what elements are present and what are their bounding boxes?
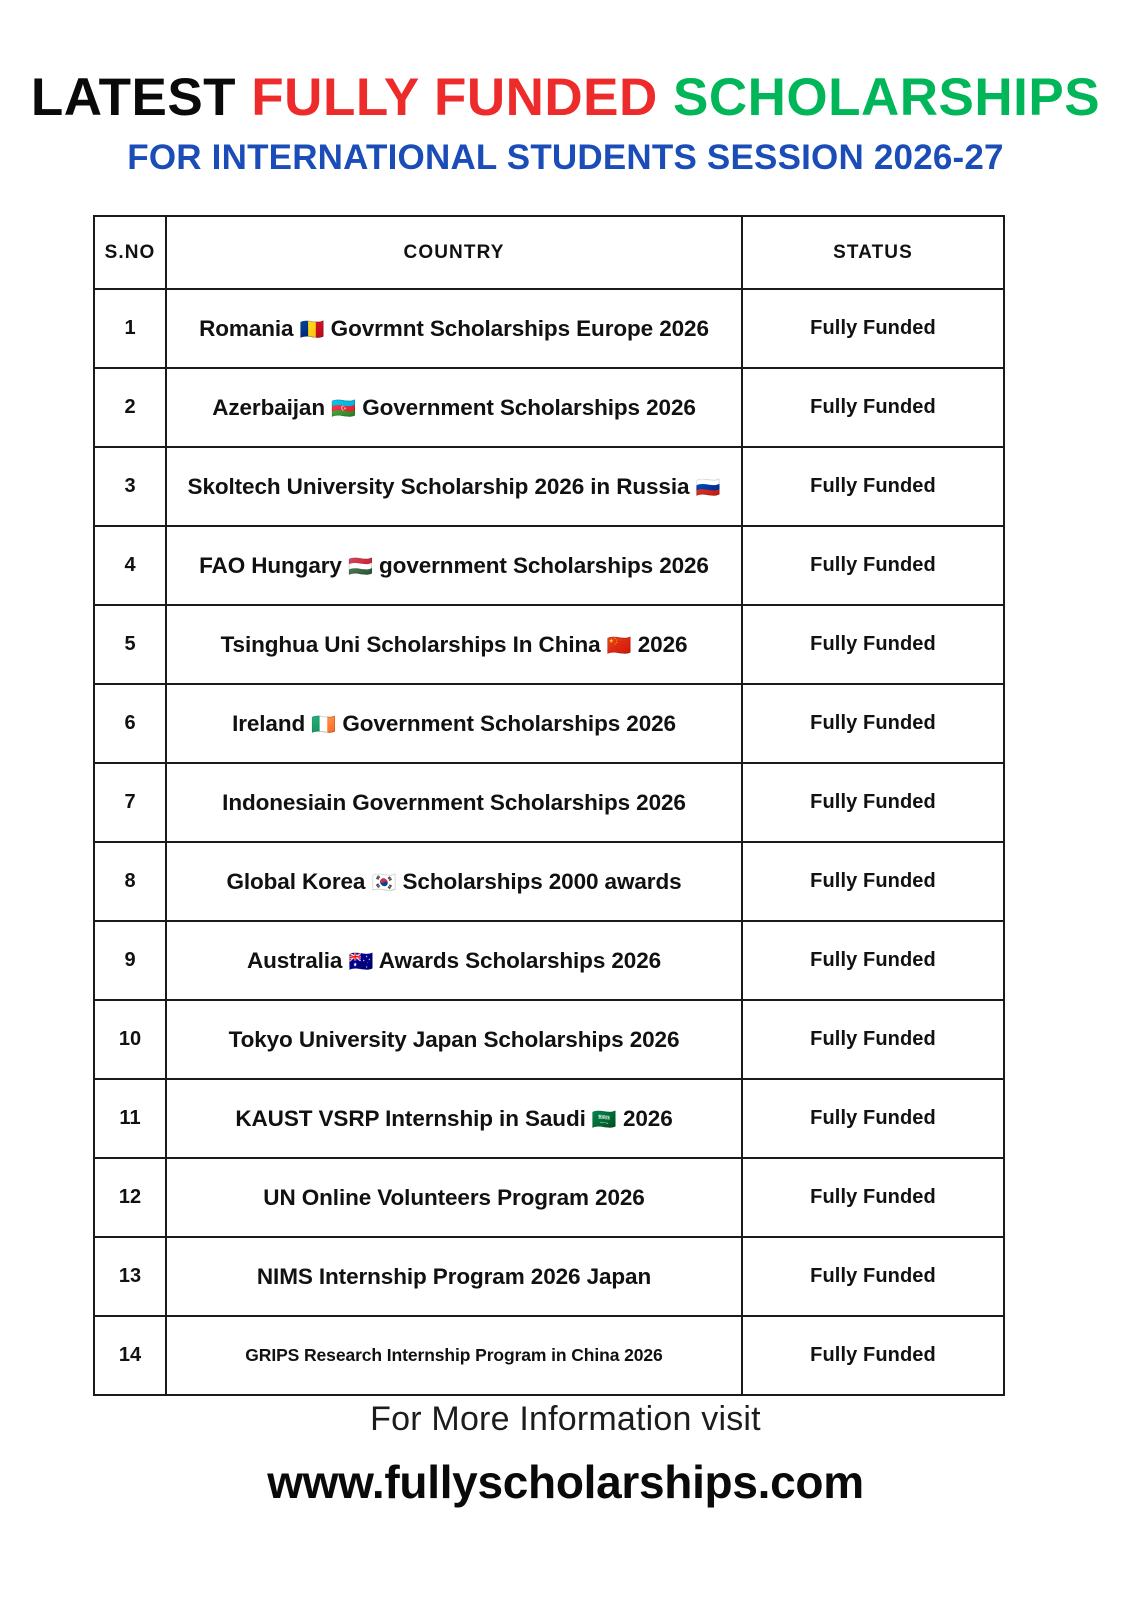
- status-badge: Fully Funded: [742, 447, 1004, 526]
- cell-country: [166, 1000, 742, 1079]
- status-badge: Fully Funded: [742, 526, 1004, 605]
- cell-country: [166, 1237, 742, 1316]
- status-badge: Fully Funded: [742, 1000, 1004, 1079]
- country-text-after-flag: government Scholarships 2026: [372, 552, 709, 578]
- country-text-after-flag: Government Scholarships 2026: [336, 710, 676, 736]
- cell-serial-number: 13: [94, 1237, 166, 1316]
- status-badge: Fully Funded: [742, 1158, 1004, 1237]
- cell-country: [166, 1316, 742, 1395]
- title-segment-fully-funded: FULLY FUNDED: [251, 68, 673, 127]
- status-badge: Fully Funded: [742, 763, 1004, 842]
- table-row: [94, 1237, 1004, 1316]
- cell-serial-number: 14: [94, 1316, 166, 1395]
- country-flag-icon: 🇷🇺: [695, 474, 721, 499]
- status-badge: Fully Funded: [742, 842, 1004, 921]
- cell-serial-number: 4: [94, 526, 166, 605]
- cell-serial-number: 9: [94, 921, 166, 1000]
- title-segment-scholarships: SCHOLARSHIPS: [673, 68, 1101, 127]
- footer-website[interactable]: www.fullyscholarships.com: [267, 1456, 864, 1508]
- scholarships-table: [93, 215, 1005, 1396]
- country-flag-icon: 🇷🇴: [299, 316, 325, 341]
- country-text-before-flag: Azerbaijan: [212, 394, 332, 420]
- country-text-before-flag: Skoltech University Scholarship 2026 in Russia: [187, 473, 696, 499]
- country-text-before-flag: UN Online Volunteers Program 2026: [263, 1184, 645, 1210]
- scholarships-table-wrapper: [93, 215, 1003, 1396]
- country-text-before-flag: Ireland: [232, 710, 312, 736]
- country-text-before-flag: Indonesiain Government Scholarships 2026: [222, 789, 686, 815]
- country-text-before-flag: GRIPS Research Internship Program in China 2026: [245, 1345, 663, 1365]
- cell-serial-number: 2: [94, 368, 166, 447]
- cell-country: [166, 684, 742, 763]
- table-row: [94, 289, 1004, 368]
- country-text-after-flag: Awards Scholarships 2026: [373, 947, 662, 973]
- status-badge: Fully Funded: [742, 684, 1004, 763]
- cell-country: [166, 605, 742, 684]
- table-row: [94, 526, 1004, 605]
- cell-country: [166, 289, 742, 368]
- status-badge: Fully Funded: [742, 1237, 1004, 1316]
- country-text-before-flag: KAUST VSRP Internship in Saudi: [235, 1105, 592, 1131]
- country-text-after-flag: Govrmnt Scholarships Europe 2026: [324, 315, 709, 341]
- table-header: [94, 216, 1004, 289]
- table-row: [94, 921, 1004, 1000]
- page-subtitle: FOR INTERNATIONAL STUDENTS SESSION 2026-27: [127, 137, 1004, 177]
- country-text-after-flag: 2026: [631, 631, 688, 657]
- country-text-after-flag: Scholarships 2000 awards: [396, 868, 682, 894]
- footer-prompt: For More Information visit: [370, 1400, 761, 1438]
- country-text-before-flag: Global Korea: [226, 868, 372, 894]
- table-row: [94, 605, 1004, 684]
- table-row: [94, 1079, 1004, 1158]
- cell-country: [166, 368, 742, 447]
- cell-serial-number: 8: [94, 842, 166, 921]
- country-text-before-flag: Tokyo University Japan Scholarships 2026: [228, 1026, 680, 1052]
- table-body: [94, 289, 1004, 1395]
- status-badge: Fully Funded: [742, 921, 1004, 1000]
- cell-country: [166, 526, 742, 605]
- table-row: [94, 1158, 1004, 1237]
- cell-serial-number: 6: [94, 684, 166, 763]
- column-header-country: COUNTRY: [166, 216, 742, 289]
- country-text-after-flag: 2026: [616, 1105, 673, 1131]
- table-row: [94, 447, 1004, 526]
- cell-country: [166, 1158, 742, 1237]
- country-text-after-flag: Government Scholarships 2026: [356, 394, 696, 420]
- country-text-before-flag: NIMS Internship Program 2026 Japan: [256, 1263, 652, 1289]
- cell-serial-number: 11: [94, 1079, 166, 1158]
- cell-country: [166, 842, 742, 921]
- table-row: [94, 1316, 1004, 1395]
- title-segment-latest: LATEST: [30, 68, 252, 127]
- cell-country: [166, 921, 742, 1000]
- cell-serial-number: 3: [94, 447, 166, 526]
- title-block: [0, 70, 1131, 178]
- country-flag-icon: 🇰🇷: [371, 869, 397, 894]
- table-row: [94, 842, 1004, 921]
- status-badge: Fully Funded: [742, 289, 1004, 368]
- table-row: [94, 684, 1004, 763]
- cell-serial-number: 12: [94, 1158, 166, 1237]
- cell-country: [166, 763, 742, 842]
- page-title: [0, 70, 1131, 126]
- country-flag-icon: 🇦🇿: [331, 395, 357, 420]
- country-text-before-flag: Romania: [199, 315, 300, 341]
- cell-serial-number: 7: [94, 763, 166, 842]
- column-header-status: STATUS: [742, 216, 1004, 289]
- country-flag-icon: 🇨🇳: [606, 632, 632, 657]
- cell-serial-number: 10: [94, 1000, 166, 1079]
- table-row: [94, 763, 1004, 842]
- table-header-row: [94, 216, 1004, 289]
- footer: [0, 1400, 1131, 1509]
- cell-country: [166, 1079, 742, 1158]
- table-row: [94, 1000, 1004, 1079]
- cell-country: [166, 447, 742, 526]
- country-flag-icon: 🇸🇦: [591, 1106, 617, 1131]
- column-header-sno: S.NO: [94, 216, 166, 289]
- status-badge: Fully Funded: [742, 1316, 1004, 1395]
- country-flag-icon: 🇮🇪: [311, 711, 337, 736]
- status-badge: Fully Funded: [742, 1079, 1004, 1158]
- country-text-before-flag: FAO Hungary: [199, 552, 348, 578]
- table-row: [94, 368, 1004, 447]
- cell-serial-number: 5: [94, 605, 166, 684]
- status-badge: Fully Funded: [742, 605, 1004, 684]
- status-badge: Fully Funded: [742, 368, 1004, 447]
- country-flag-icon: 🇭🇺: [347, 553, 373, 578]
- country-flag-icon: 🇦🇺: [348, 948, 374, 973]
- country-text-before-flag: Tsinghua Uni Scholarships In China: [220, 631, 607, 657]
- country-text-before-flag: Australia: [246, 947, 349, 973]
- cell-serial-number: 1: [94, 289, 166, 368]
